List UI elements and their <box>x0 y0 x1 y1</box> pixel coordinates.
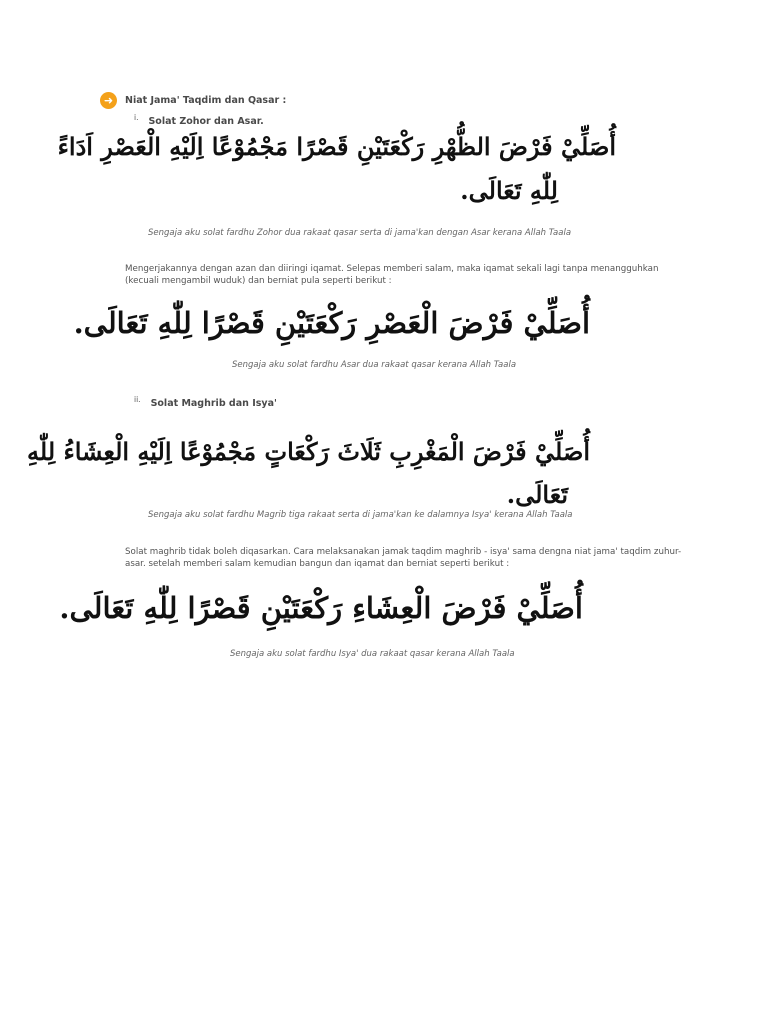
caption-asar: Sengaja aku solat fardhu Asar dua rakaat qasar kerana Allah Taala <box>232 360 517 370</box>
heading-title: Niat Jama' Taqdim dan Qasar : <box>125 95 287 106</box>
list-number: ii. <box>134 395 141 404</box>
arabic-niat-maghrib-line1: أُصَلِّيْ فَرْضَ الْمَغْرِبِ ثَلَاثَ رَكْعَاتٍ مَجْمُوْعًا اِلَيْهِ الْعِشَاءُ لِلّٰهِ <box>27 437 590 466</box>
subheading-title: Solat Maghrib dan Isya' <box>150 398 277 409</box>
caption-zohor: Sengaja aku solat fardhu Zohor dua rakaat qasar serta di jama'kan dengan Asar kerana Allah Taala <box>148 228 572 238</box>
list-number: i. <box>134 113 139 122</box>
paragraph-maghrib-instructions: Solat maghrib tidak boleh diqasarkan. Cara melaksanakan jamak taqdim maghrib - isya' sama dengna niat jama' taqdim zuhur-asar. setelah memberi salam kemudian bangun dan iqamat dan berniat seperti berikut : <box>125 547 682 569</box>
arabic-niat-zohor-line1: أُصَلِّيْ فَرْضَ الظُّهْرِ رَكْعَتَيْنِ قَصْرًا مَجْمُوْعًا اِلَيْهِ الْعَصْرِ اَدَاءً <box>57 132 616 161</box>
arabic-niat-isya: أُصَلِّيْ فَرْضَ الْعِشَاءِ رَكْعَتَيْنِ قَصْرًا لِلّٰهِ تَعَالَى. <box>59 591 583 625</box>
arabic-niat-zohor-line2: لِلّٰهِ تَعَالَى. <box>460 176 558 205</box>
section-heading <box>100 92 286 109</box>
caption-isya: Sengaja aku solat fardhu Isya' dua rakaat qasar kerana Allah Taala <box>230 649 515 659</box>
arabic-niat-maghrib-line2: تَعَالَى. <box>506 480 568 509</box>
subheading-maghrib-isya <box>134 395 277 409</box>
paragraph-zohor-instructions: Mengerjakannya dengan azan dan diiringi iqamat. Selepas memberi salam, maka iqamat sekali lagi tanpa menangguhkan (kecuali mengambil wuduk) dan berniat pula seperti berikut : <box>125 264 659 286</box>
subheading-title: Solat Zohor dan Asar. <box>148 116 264 127</box>
arrow-right-icon: ➜ <box>100 92 117 109</box>
arabic-niat-asar: أُصَلِّيْ فَرْضَ الْعَصْرِ رَكْعَتَيْنِ قَصْرًا لِلّٰهِ تَعَالَى. <box>73 306 590 340</box>
subheading-zohor-asar <box>134 113 264 127</box>
caption-maghrib: Sengaja aku solat fardhu Magrib tiga rakaat serta di jama'kan ke dalamnya Isya' kerana Allah Taala <box>148 510 573 520</box>
